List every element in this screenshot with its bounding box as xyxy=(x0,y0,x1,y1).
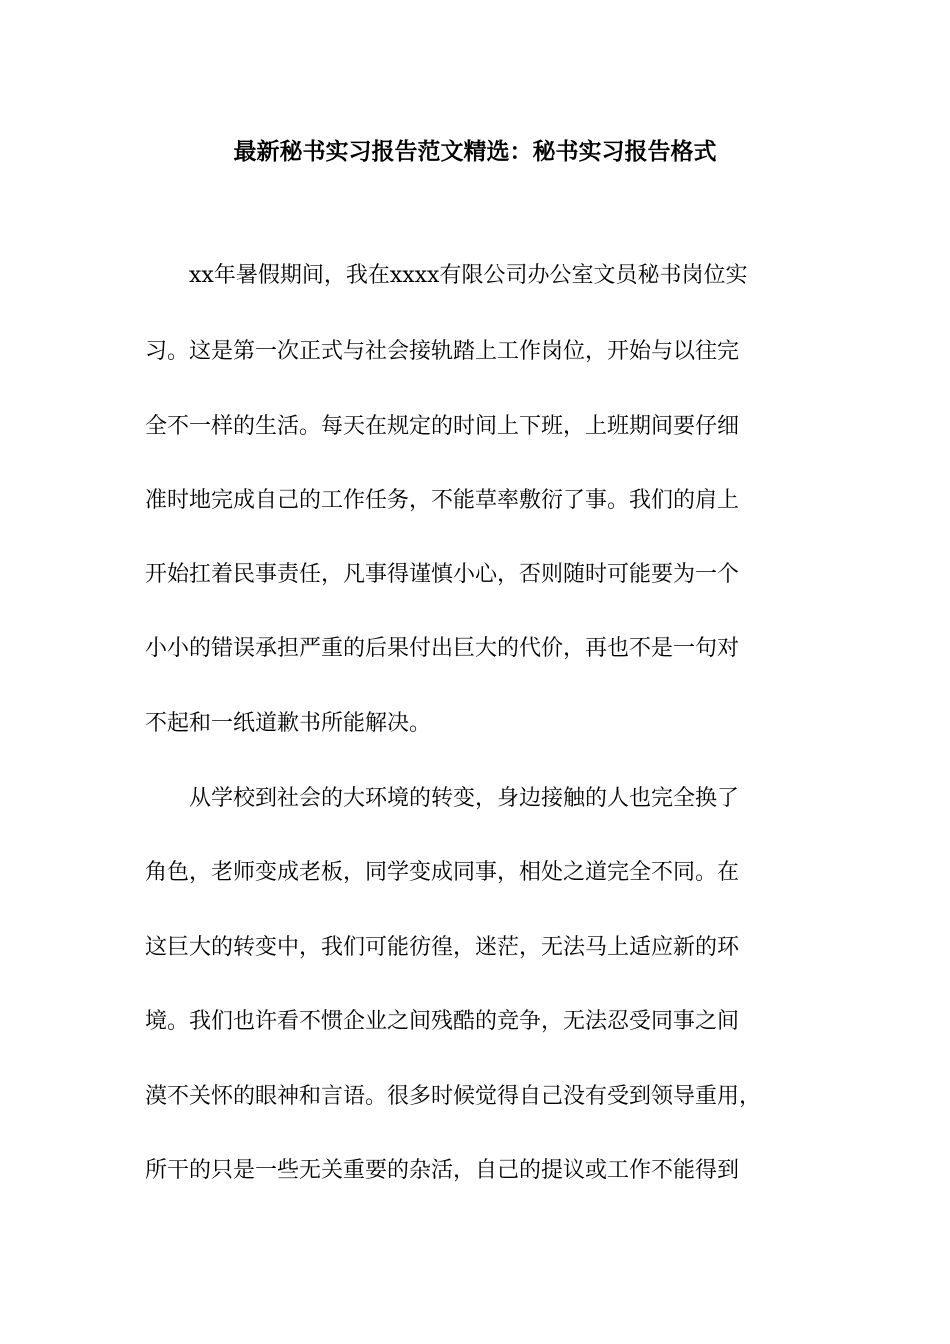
text-line: 全不一样的生活。每天在规定的时间上下班，上班期间要仔细 xyxy=(145,414,740,439)
text-line: xx年暑假期间，我在xxxx有限公司办公室文员秘书岗位实 xyxy=(145,263,748,288)
text-line: 准时地完成自己的工作任务，不能草率敷衍了事。我们的肩上 xyxy=(145,488,740,513)
text-line: 漠不关怀的眼神和言语。很多时候觉得自己没有受到领导重用， xyxy=(145,1084,762,1109)
document-title: 最新秘书实习报告范文精选：秘书实习报告格式 xyxy=(233,138,717,165)
text-line: 所干的只是一些无关重要的杂活，自己的提议或工作不能得到 xyxy=(145,1158,740,1183)
text-line: 这巨大的转变中，我们可能彷徨，迷茫，无法马上适应新的环 xyxy=(145,935,740,960)
text-line: 不起和一纸道歉书所能解决。 xyxy=(145,711,432,736)
text-line: 小小的错误承担严重的后果付出巨大的代价，再也不是一句对 xyxy=(145,636,740,661)
text-line: 角色，老师变成老板，同学变成同事，相处之道完全不同。在 xyxy=(145,860,740,885)
text-line: 习。这是第一次正式与社会接轨踏上工作岗位，开始与以往完 xyxy=(145,339,740,364)
text-line: 境。我们也许看不惯企业之间残酷的竞争，无法忍受同事之间 xyxy=(145,1009,740,1034)
text-line: 开始扛着民事责任，凡事得谨慎小心，否则随时可能要为一个 xyxy=(145,562,740,587)
text-line: 从学校到社会的大环境的转变，身边接触的人也完全换了 xyxy=(145,786,740,811)
